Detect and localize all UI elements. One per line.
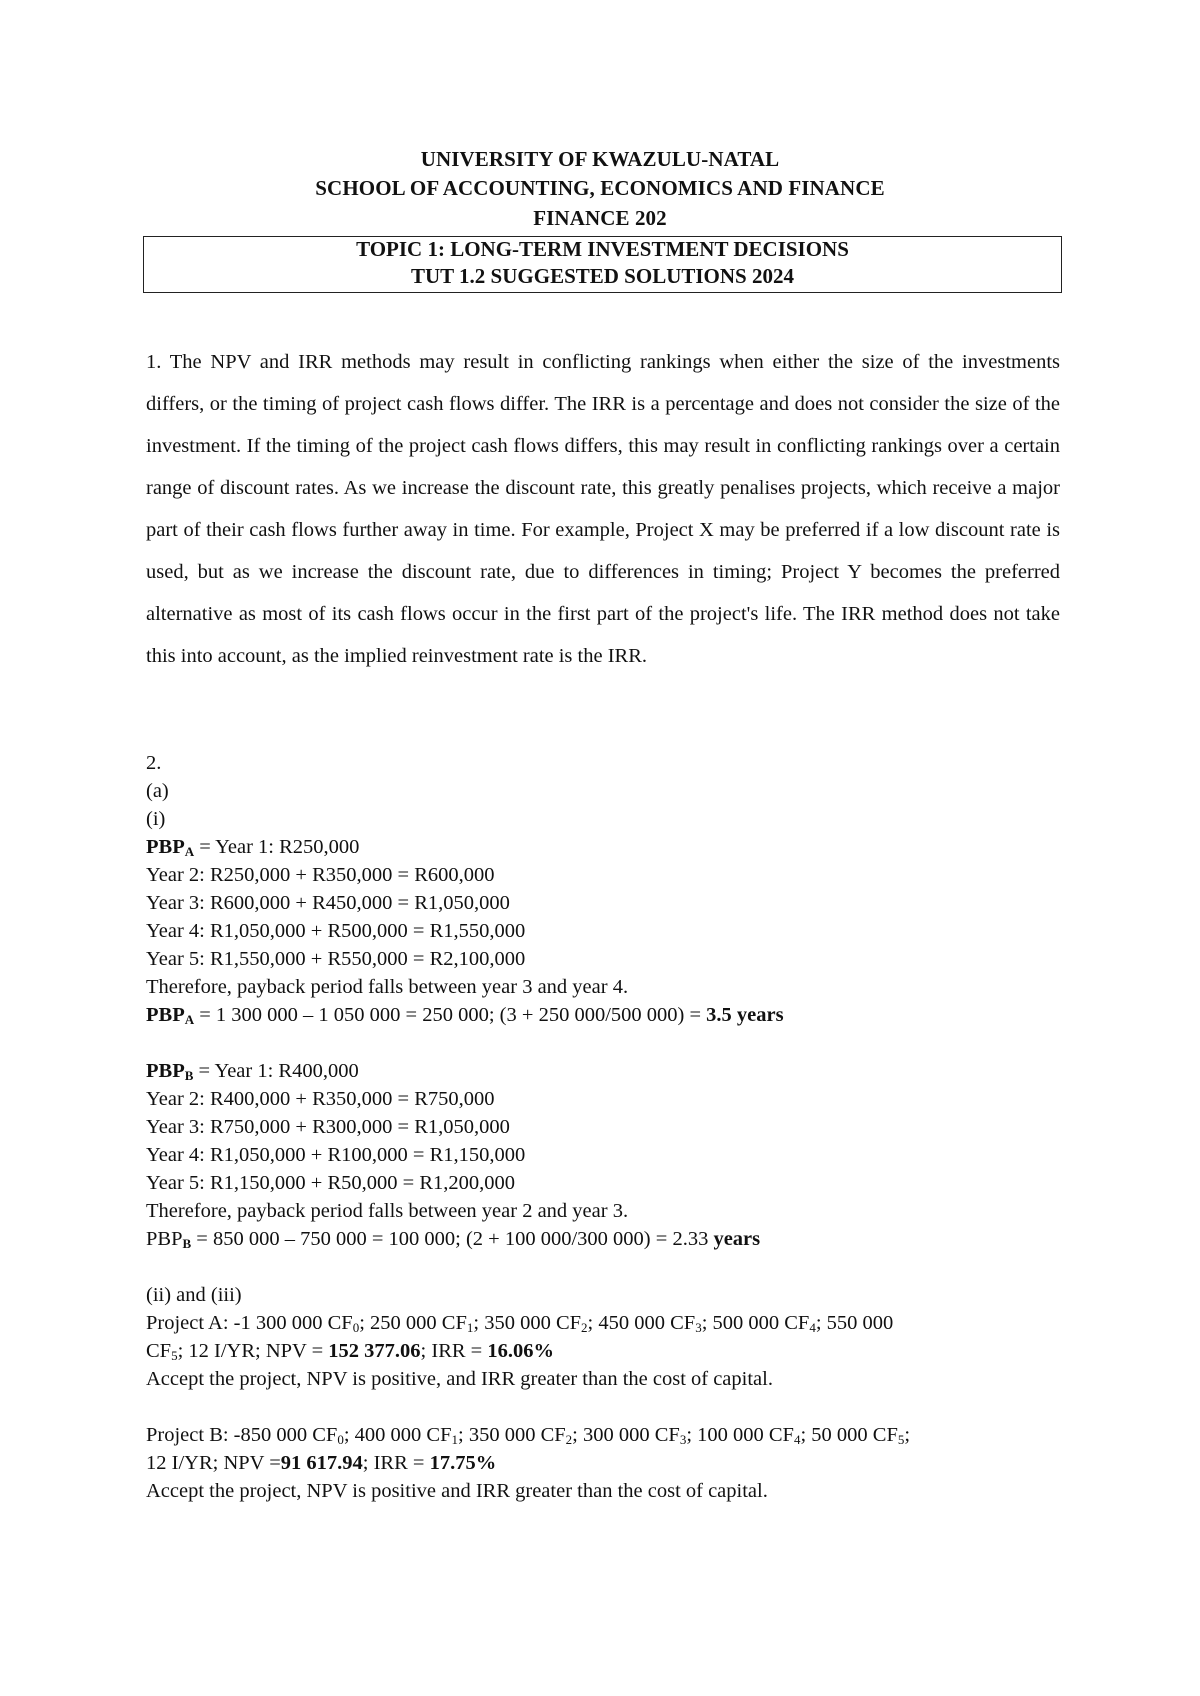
school-title: SCHOOL OF ACCOUNTING, ECONOMICS AND FINANCE <box>315 176 885 200</box>
project-a-cf: ; 450 000 CF <box>587 1312 696 1334</box>
cf-sub: 0 <box>352 1320 360 1335</box>
pbp-b-therefore: Therefore, payback period falls between year 2 and year 3. <box>146 1200 629 1222</box>
part-ii-iii-label: (ii) and (iii) <box>146 1284 242 1306</box>
pbp-b-year1 <box>146 1058 359 1085</box>
cf-sub: 1 <box>451 1432 458 1447</box>
project-a-cashflows <box>146 1310 893 1337</box>
pbp-a-subscript: A <box>184 844 195 859</box>
pbp-b-year4: Year 4: R1,050,000 + R100,000 = R1,150,000 <box>146 1144 526 1166</box>
pbp-a-year1-text: = Year 1: R250,000 <box>194 836 360 858</box>
project-a-cf: ; 500 000 CF <box>701 1312 810 1334</box>
project-a-intro: Project A: -1 300 000 CF <box>146 1312 353 1334</box>
pbp-a-year5: Year 5: R1,550,000 + R550,000 = R2,100,000 <box>146 948 526 970</box>
cf-sub: 2 <box>581 1320 588 1335</box>
project-b-cf: ; 300 000 CF <box>572 1424 680 1446</box>
pbp-a-year2: Year 2: R250,000 + R350,000 = R600,000 <box>146 864 495 886</box>
pbp-b-subscript: B <box>184 1068 194 1083</box>
project-b-npv-label: 12 I/YR; NPV = <box>146 1452 281 1474</box>
pbp-a-calculation <box>146 1002 784 1029</box>
pbp-a-year1 <box>146 834 359 861</box>
project-a-npv: 152 377.06 <box>328 1340 421 1362</box>
pbp-a-year3: Year 3: R600,000 + R450,000 = R1,050,000 <box>146 892 510 914</box>
cf-sub: 4 <box>793 1432 801 1447</box>
pbp-b-result: years <box>713 1228 761 1250</box>
project-b-results <box>146 1450 496 1477</box>
pbp-b-year5: Year 5: R1,150,000 + R50,000 = R1,200,000 <box>146 1172 515 1194</box>
question-1-text: 1. The NPV and IRR methods may result in conflicting rankings when either the size of the investments differs, or the timing of project cash flows differ. The IRR is a percentage and does not consider the size of the investment. If the timing of the project cash flows differs, this may result in conflicting rankings over a certain range of discount rates. As we increase the discount rate, this greatly penalises projects, which receive a major part of their cash flows further away in time. For example, Project X may be preferred if a low discount rate is used, but as we increase the discount rate, due to differences in timing; Project Y becomes the preferred alternative as most of its cash flows occur in the first part of the project's life. The IRR method does not take this into account, as the implied reinvestment rate is the IRR. <box>146 351 1060 667</box>
pbp-a-therefore: Therefore, payback period falls between year 3 and year 4. <box>146 976 629 998</box>
project-a-irr-label: ; IRR = <box>420 1340 488 1362</box>
university-title: UNIVERSITY OF KWAZULU-NATAL <box>420 147 780 171</box>
project-a-results <box>146 1338 554 1365</box>
cf-sub: 4 <box>809 1320 816 1335</box>
question-2-number: 2. <box>146 752 162 774</box>
project-b-cf: ; 400 000 CF <box>343 1424 452 1446</box>
project-b-cf: ; 50 000 CF <box>800 1424 898 1446</box>
pbp-a-calc-text: = 1 300 000 – 1 050 000 = 250 000; (3 + 250 000/500 000) = <box>194 1004 707 1026</box>
project-a-cf: ; 550 000 <box>815 1312 894 1334</box>
pbp-b-calc-text: = 850 000 – 750 000 = 100 000; (2 + 100 000/300 000) = 2.33 <box>191 1228 714 1250</box>
part-a-label: (a) <box>146 780 169 802</box>
pbp-a-result: 3.5 years <box>706 1004 784 1026</box>
question-1-answer <box>146 341 1060 677</box>
project-a-conclusion: Accept the project, NPV is positive, and IRR greater than the cost of capital. <box>146 1368 773 1390</box>
project-b-irr-label: ; IRR = <box>362 1452 430 1474</box>
pbp-a-year4: Year 4: R1,050,000 + R500,000 = R1,550,000 <box>146 920 526 942</box>
pbp-b-year3: Year 3: R750,000 + R300,000 = R1,050,000 <box>146 1116 510 1138</box>
pbp-a-label: PBP <box>146 836 185 858</box>
project-b-cashflows <box>146 1422 910 1449</box>
project-a-cf: ; 350 000 CF <box>473 1312 582 1334</box>
tutorial-title: TUT 1.2 SUGGESTED SOLUTIONS 2024 <box>411 264 794 288</box>
project-b-cf: ; <box>904 1424 911 1446</box>
cf-sub: 5 <box>897 1432 905 1447</box>
project-b-npv: 91 617.94 <box>280 1452 363 1474</box>
pbp-b-calc-label: PBP <box>146 1228 183 1250</box>
topic-title: TOPIC 1: LONG-TERM INVESTMENT DECISIONS <box>356 237 849 261</box>
project-b-cf: ; 100 000 CF <box>686 1424 794 1446</box>
project-b-irr: 17.75% <box>429 1452 497 1474</box>
project-a-irr: 16.06% <box>487 1340 554 1362</box>
pbp-b-label: PBP <box>146 1060 185 1082</box>
cf-sub: 1 <box>466 1320 474 1335</box>
project-b-intro: Project B: -850 000 CF <box>146 1424 338 1446</box>
topic-box <box>143 236 1062 293</box>
cf-sub: 3 <box>679 1432 687 1447</box>
project-b-conclusion: Accept the project, NPV is positive and IRR greater than the cost of capital. <box>146 1480 768 1502</box>
pbp-b-calculation <box>146 1226 760 1253</box>
project-a-npv-label: ; 12 I/YR; NPV = <box>177 1340 329 1362</box>
pbp-a-calc-subscript: A <box>184 1012 195 1027</box>
pbp-b-year1-text: = Year 1: R400,000 <box>193 1060 359 1082</box>
part-i-label: (i) <box>146 808 166 830</box>
cf-sub: 0 <box>337 1432 344 1447</box>
cf-sub: 2 <box>565 1432 573 1447</box>
course-title: FINANCE 202 <box>533 206 667 230</box>
pbp-a-calc-label: PBP <box>146 1004 185 1026</box>
project-a-cf5: CF <box>146 1340 172 1362</box>
cf-sub: 5 <box>171 1348 178 1363</box>
project-a-cf: ; 250 000 CF <box>359 1312 467 1334</box>
project-b-cf: ; 350 000 CF <box>458 1424 566 1446</box>
pbp-b-calc-subscript: B <box>182 1236 192 1251</box>
pbp-b-year2: Year 2: R400,000 + R350,000 = R750,000 <box>146 1088 495 1110</box>
cf-sub: 3 <box>695 1320 702 1335</box>
